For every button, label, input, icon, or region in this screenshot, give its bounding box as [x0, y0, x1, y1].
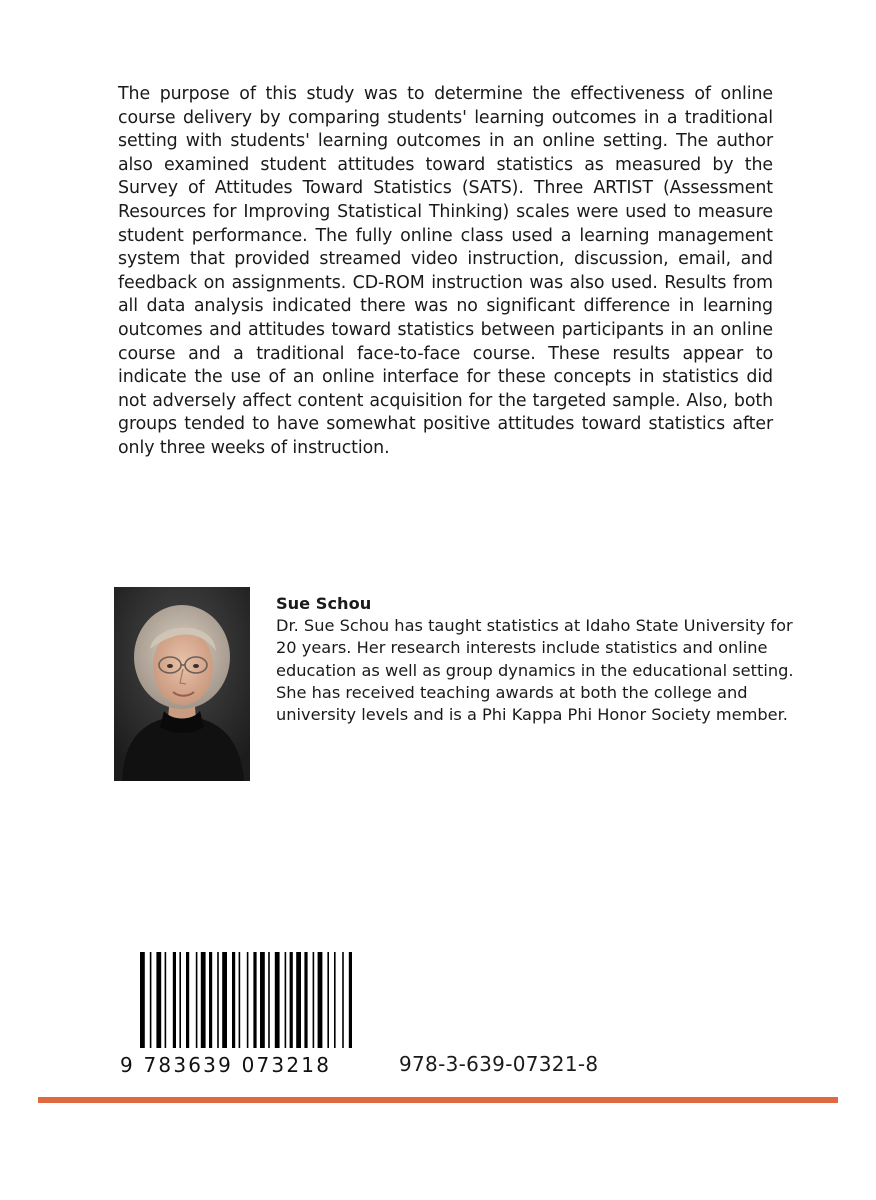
- barcode-bar: [327, 952, 329, 1052]
- barcode-bars: [140, 952, 352, 1064]
- barcode-bar: [209, 952, 212, 1052]
- abstract-text: The purpose of this study was to determine the effectiveness of online course delivery by comparing students' learning outcomes in a traditional setting with students' learning outcomes in an online setting. The author also examined student attitudes toward statistics as measured by the Survey of Attitudes Toward Statistics (SATS). Three ARTIST (Assessment Resources for Improving Statistical Thinking) scales were used to measure student performance. The fully online class used a learning management system that provided streamed video instruction, discussion, email, and feedback on assignments. CD-ROM instruction was also used. Results from all data analysis indicated there was no significant difference in learning outcomes and attitudes toward statistics between participants in an online course and a traditional face-to-face course. These results appear to indicate the use of an online interface for these concepts in statistics did not adversely affect content acquisition for the targeted sample. Also, both groups tended to have somewhat positive attitudes toward statistics after only three weeks of instruction.: [118, 84, 773, 458]
- barcode-bar: [342, 952, 344, 1064]
- barcode-bar: [232, 952, 235, 1052]
- barcode-bar: [150, 952, 152, 1064]
- barcode-bar: [201, 952, 206, 1052]
- barcode-bar: [253, 952, 256, 1064]
- author-bio-block: [276, 593, 796, 726]
- barcode-bar: [260, 952, 265, 1052]
- barcode-bar: [296, 952, 301, 1052]
- barcode-bar: [217, 952, 219, 1052]
- barcode-bar: [140, 952, 145, 1064]
- barcode-bar: [313, 952, 315, 1052]
- author-name: Sue Schou: [276, 594, 372, 613]
- barcode-bar: [304, 952, 307, 1052]
- barcode-bar: [318, 952, 323, 1052]
- barcode-bar: [186, 952, 189, 1052]
- author-bio: Dr. Sue Schou has taught statistics at Idaho State University for 20 years. Her research interests include statistics and online education as well as group dynamics in the educational setting. She has received teaching awards at both the college and university levels and is a Phi Kappa Phi Honor Society member.: [276, 616, 794, 725]
- author-photo: [114, 587, 250, 781]
- barcode-bar: [222, 952, 227, 1052]
- barcode-bar: [285, 952, 287, 1052]
- barcode-bar: [179, 952, 181, 1052]
- barcode-bar: [239, 952, 241, 1052]
- barcode-bar: [173, 952, 176, 1052]
- isbn-number: 978-3-639-07321-8: [399, 1052, 599, 1076]
- barcode-digits: 9 783639 073218: [120, 1053, 332, 1077]
- barcode-bar: [196, 952, 198, 1052]
- barcode-bar: [290, 952, 293, 1052]
- barcode: [118, 950, 363, 1080]
- barcode-bar: [156, 952, 161, 1052]
- bottom-accent-rule: [38, 1097, 838, 1103]
- barcode-bar: [247, 952, 249, 1064]
- barcode-bar: [334, 952, 336, 1052]
- barcode-bar: [165, 952, 167, 1052]
- barcode-bar: [268, 952, 270, 1052]
- barcode-bar: [275, 952, 280, 1052]
- barcode-bar: [349, 952, 352, 1064]
